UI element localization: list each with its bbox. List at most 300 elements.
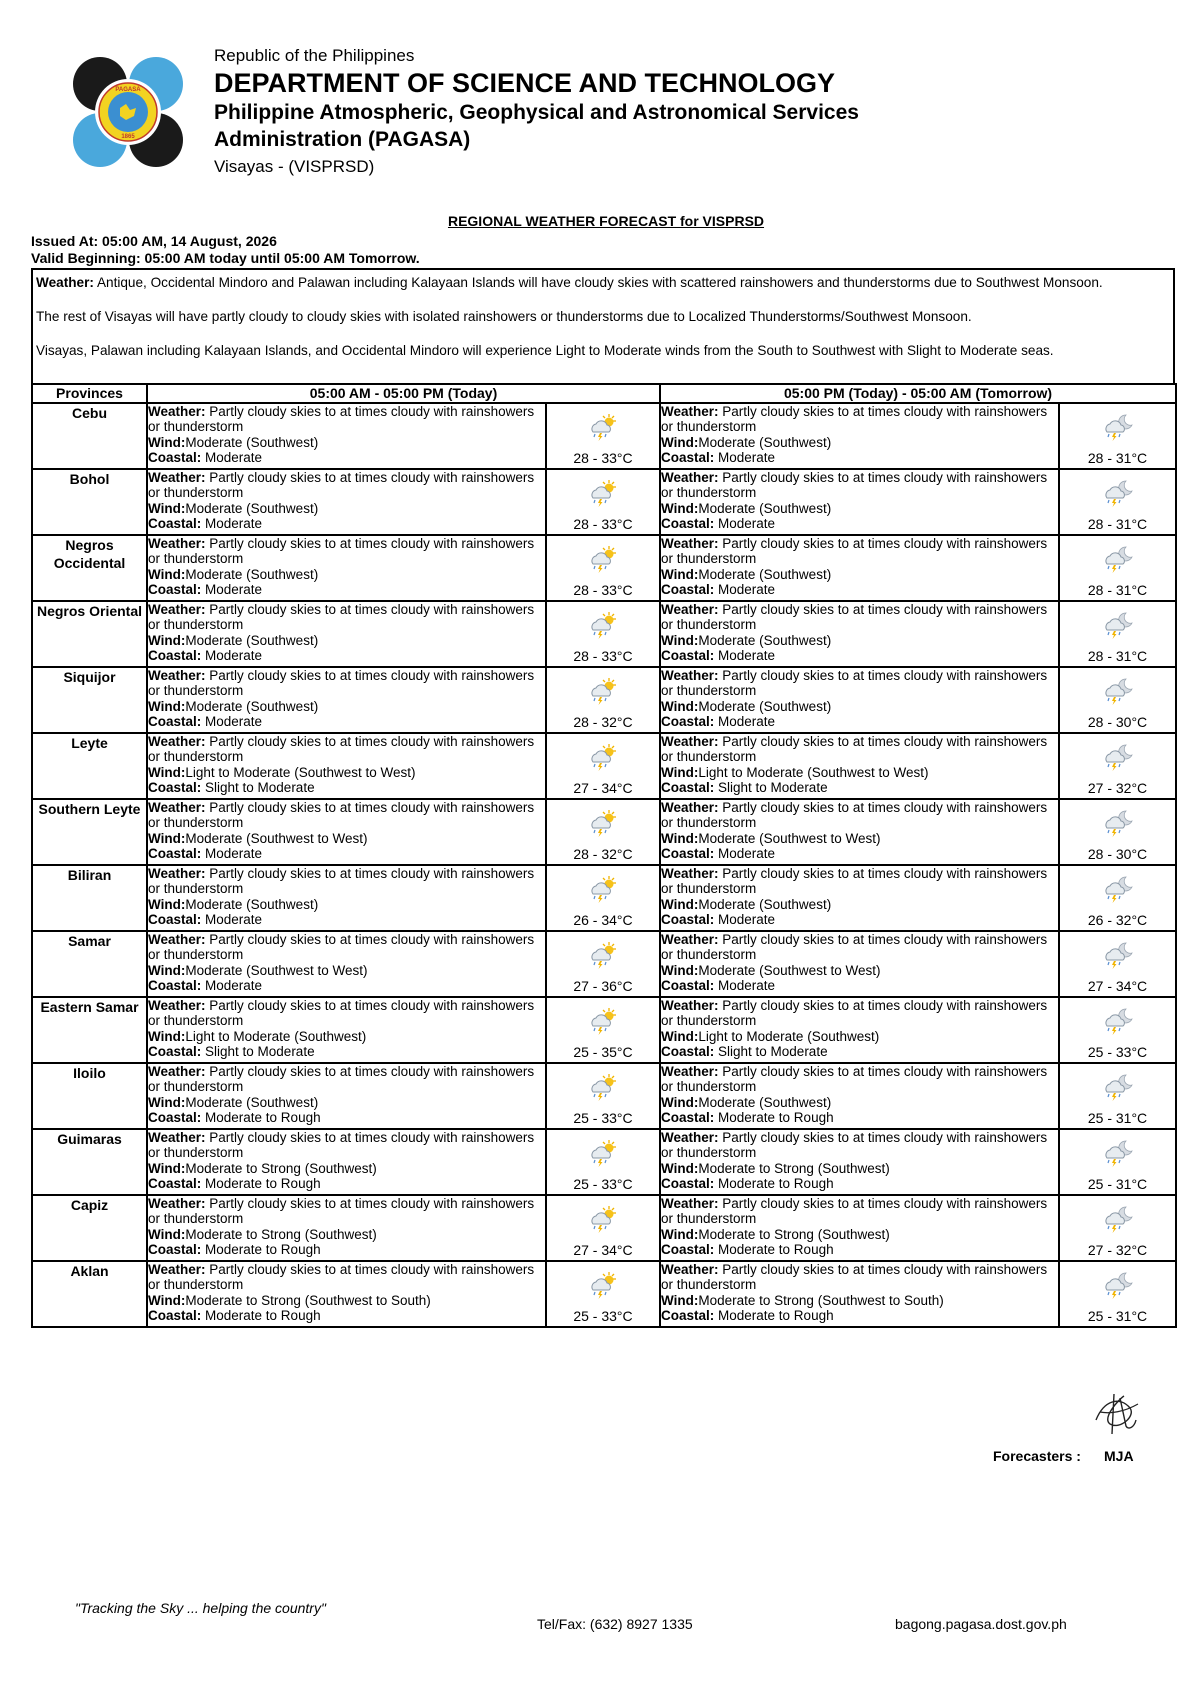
signature-icon bbox=[1090, 1390, 1142, 1438]
weather-text: Partly cloudy skies to at times cloudy with rainshowers or thunderstorm bbox=[661, 536, 1048, 567]
table-row bbox=[32, 733, 1176, 799]
tonight-temperature: 25 - 31°C bbox=[1087, 1110, 1148, 1126]
partly-cloudy-day-thunderstorm-icon bbox=[587, 1205, 619, 1235]
coastal-label: Coastal: bbox=[661, 515, 715, 531]
coastal-text: Slight to Moderate bbox=[201, 779, 315, 795]
wind-text: Moderate to Strong (Southwest) bbox=[698, 1160, 890, 1176]
today-temperature: 27 - 34°C bbox=[573, 780, 633, 796]
partly-cloudy-night-thunderstorm-icon bbox=[1102, 545, 1134, 575]
coastal-label: Coastal: bbox=[148, 1043, 202, 1059]
coastal-label: Coastal: bbox=[148, 449, 202, 465]
coastal-label: Coastal: bbox=[661, 845, 715, 861]
weather-label: Weather: bbox=[661, 932, 719, 947]
coastal-text: Moderate bbox=[201, 845, 263, 861]
weather-label: Weather: bbox=[661, 998, 719, 1013]
today-description bbox=[147, 1063, 546, 1129]
today-description bbox=[147, 667, 546, 733]
weather-text: Partly cloudy skies to at times cloudy with rainshowers or thunderstorm bbox=[148, 1064, 535, 1095]
wind-label: Wind: bbox=[661, 896, 699, 912]
wind-text: Light to Moderate (Southwest) bbox=[698, 1028, 880, 1044]
partly-cloudy-night-thunderstorm-icon bbox=[1102, 1271, 1134, 1301]
partly-cloudy-night-thunderstorm-icon bbox=[1102, 743, 1134, 773]
today-description bbox=[147, 601, 546, 667]
tonight-icon-temp-cell bbox=[1059, 733, 1176, 799]
today-icon-temp-cell bbox=[546, 667, 660, 733]
document-title: REGIONAL WEATHER FORECAST for VISPRSD bbox=[447, 213, 765, 229]
today-temperature: 26 - 34°C bbox=[573, 912, 633, 928]
tonight-description bbox=[660, 1195, 1059, 1261]
today-icon-temp-cell bbox=[546, 403, 660, 469]
coastal-label: Coastal: bbox=[661, 1241, 715, 1257]
table-row bbox=[32, 1129, 1176, 1195]
coastal-text: Moderate bbox=[201, 911, 263, 927]
tonight-temperature: 27 - 34°C bbox=[1087, 978, 1148, 994]
today-icon-temp-cell bbox=[546, 799, 660, 865]
today-description bbox=[147, 1195, 546, 1261]
weather-label: Weather: bbox=[148, 404, 206, 419]
wind-text: Moderate (Southwest) bbox=[185, 500, 319, 516]
partly-cloudy-day-thunderstorm-icon bbox=[587, 875, 619, 905]
table-row bbox=[32, 601, 1176, 667]
table-header-row bbox=[32, 384, 1176, 403]
weather-text: Partly cloudy skies to at times cloudy with rainshowers or thunderstorm bbox=[148, 470, 535, 501]
partly-cloudy-night-thunderstorm-icon bbox=[1102, 611, 1134, 641]
weather-label: Weather: bbox=[148, 998, 206, 1013]
partly-cloudy-night-thunderstorm-icon bbox=[1102, 875, 1134, 905]
coastal-text: Moderate to Rough bbox=[714, 1175, 834, 1191]
wind-label: Wind: bbox=[148, 962, 186, 978]
tonight-icon-temp-cell bbox=[1059, 1063, 1176, 1129]
synopsis-text-1: Antique, Occidental Mindoro and Palawan including Kalayaan Islands will have cloudy skies with scattered rainshowers and thunderstorms due to Southwest Monsoon. bbox=[93, 275, 1103, 290]
wind-label: Wind: bbox=[661, 830, 699, 846]
wind-text: Moderate (Southwest) bbox=[698, 896, 832, 912]
tonight-description bbox=[660, 403, 1059, 469]
coastal-text: Moderate bbox=[714, 515, 776, 531]
wind-label: Wind: bbox=[661, 1226, 699, 1242]
today-icon-temp-cell bbox=[546, 1195, 660, 1261]
header-today: 05:00 AM - 05:00 PM (Today) bbox=[147, 384, 660, 403]
wind-text: Moderate to Strong (Southwest) bbox=[185, 1226, 377, 1242]
wind-label: Wind: bbox=[148, 830, 186, 846]
partly-cloudy-night-thunderstorm-icon bbox=[1102, 677, 1134, 707]
table-row bbox=[32, 997, 1176, 1063]
weather-text: Partly cloudy skies to at times cloudy with rainshowers or thunderstorm bbox=[148, 932, 535, 963]
weather-label: Weather: bbox=[661, 866, 719, 881]
today-temperature: 28 - 32°C bbox=[573, 846, 633, 862]
weather-text: Partly cloudy skies to at times cloudy with rainshowers or thunderstorm bbox=[148, 404, 535, 435]
weather-text: Partly cloudy skies to at times cloudy with rainshowers or thunderstorm bbox=[661, 668, 1048, 699]
wind-label: Wind: bbox=[148, 1226, 186, 1242]
wind-text: Light to Moderate (Southwest to West) bbox=[698, 764, 929, 780]
today-icon-temp-cell bbox=[546, 1063, 660, 1129]
coastal-label: Coastal: bbox=[148, 1175, 202, 1191]
tonight-description bbox=[660, 1261, 1059, 1327]
tonight-icon-temp-cell bbox=[1059, 535, 1176, 601]
coastal-text: Slight to Moderate bbox=[714, 779, 828, 795]
weather-text: Partly cloudy skies to at times cloudy with rainshowers or thunderstorm bbox=[148, 998, 535, 1029]
wind-text: Moderate (Southwest) bbox=[185, 632, 319, 648]
weather-label: Weather: bbox=[661, 734, 719, 749]
forecast-table bbox=[31, 383, 1177, 1328]
pagasa-logo-icon bbox=[72, 56, 184, 168]
tonight-description bbox=[660, 997, 1059, 1063]
wind-text: Moderate to Strong (Southwest to South) bbox=[185, 1292, 431, 1308]
today-temperature: 28 - 33°C bbox=[573, 516, 633, 532]
today-icon-temp-cell bbox=[546, 469, 660, 535]
weather-text: Partly cloudy skies to at times cloudy with rainshowers or thunderstorm bbox=[661, 932, 1048, 963]
coastal-label: Coastal: bbox=[148, 1241, 202, 1257]
weather-text: Partly cloudy skies to at times cloudy with rainshowers or thunderstorm bbox=[148, 668, 535, 699]
partly-cloudy-day-thunderstorm-icon bbox=[587, 545, 619, 575]
partly-cloudy-day-thunderstorm-icon bbox=[587, 1007, 619, 1037]
coastal-label: Coastal: bbox=[148, 911, 202, 927]
coastal-text: Moderate to Rough bbox=[201, 1109, 321, 1125]
coastal-label: Coastal: bbox=[148, 581, 202, 597]
weather-label: Weather: bbox=[148, 602, 206, 617]
wind-text: Moderate (Southwest) bbox=[185, 434, 319, 450]
wind-text: Moderate to Strong (Southwest) bbox=[185, 1160, 377, 1176]
tonight-temperature: 25 - 33°C bbox=[1087, 1044, 1148, 1060]
weather-label: Weather: bbox=[661, 1262, 719, 1277]
wind-label: Wind: bbox=[661, 434, 699, 450]
partly-cloudy-night-thunderstorm-icon bbox=[1102, 1073, 1134, 1103]
wind-label: Wind: bbox=[661, 632, 699, 648]
weather-text: Partly cloudy skies to at times cloudy with rainshowers or thunderstorm bbox=[148, 536, 535, 567]
province-name: Samar bbox=[32, 931, 147, 997]
weather-label: Weather: bbox=[661, 470, 719, 485]
wind-label: Wind: bbox=[661, 1094, 699, 1110]
coastal-label: Coastal: bbox=[661, 581, 715, 597]
wind-text: Moderate (Southwest) bbox=[698, 500, 832, 516]
wind-label: Wind: bbox=[661, 1028, 699, 1044]
today-description bbox=[147, 469, 546, 535]
coastal-label: Coastal: bbox=[661, 1175, 715, 1191]
weather-label: Weather: bbox=[661, 668, 719, 683]
wind-label: Wind: bbox=[661, 500, 699, 516]
republic-line: Republic of the Philippines bbox=[214, 46, 415, 65]
tonight-icon-temp-cell bbox=[1059, 1261, 1176, 1327]
tonight-temperature: 26 - 32°C bbox=[1087, 912, 1148, 928]
coastal-text: Moderate to Rough bbox=[714, 1109, 834, 1125]
tonight-description bbox=[660, 1129, 1059, 1195]
tonight-icon-temp-cell bbox=[1059, 1195, 1176, 1261]
website-link[interactable]: bagong.pagasa.dost.gov.ph bbox=[895, 1616, 1067, 1632]
coastal-label: Coastal: bbox=[661, 713, 715, 729]
coastal-text: Moderate to Rough bbox=[201, 1175, 321, 1191]
province-name: Leyte bbox=[32, 733, 147, 799]
weather-text: Partly cloudy skies to at times cloudy with rainshowers or thunderstorm bbox=[661, 1130, 1048, 1161]
tonight-description bbox=[660, 667, 1059, 733]
tonight-description bbox=[660, 931, 1059, 997]
wind-text: Moderate (Southwest) bbox=[698, 566, 832, 582]
weather-text: Partly cloudy skies to at times cloudy with rainshowers or thunderstorm bbox=[661, 1262, 1048, 1293]
coastal-text: Moderate bbox=[714, 845, 776, 861]
today-icon-temp-cell bbox=[546, 931, 660, 997]
weather-label: Weather: bbox=[661, 404, 719, 419]
table-row bbox=[32, 931, 1176, 997]
province-name: Aklan bbox=[32, 1261, 147, 1327]
wind-label: Wind: bbox=[661, 764, 699, 780]
coastal-text: Moderate to Rough bbox=[714, 1307, 834, 1323]
weather-text: Partly cloudy skies to at times cloudy with rainshowers or thunderstorm bbox=[661, 470, 1048, 501]
weather-text: Partly cloudy skies to at times cloudy with rainshowers or thunderstorm bbox=[148, 602, 535, 633]
header-tonight: 05:00 PM (Today) - 05:00 AM (Tomorrow) bbox=[660, 384, 1176, 403]
partly-cloudy-night-thunderstorm-icon bbox=[1102, 1139, 1134, 1169]
tonight-temperature: 25 - 31°C bbox=[1087, 1176, 1148, 1192]
today-temperature: 28 - 33°C bbox=[573, 450, 633, 466]
tagline: "Tracking the Sky ... helping the country" bbox=[75, 1600, 326, 1616]
tonight-icon-temp-cell bbox=[1059, 931, 1176, 997]
today-description bbox=[147, 931, 546, 997]
coastal-text: Moderate bbox=[201, 515, 263, 531]
wind-text: Light to Moderate (Southwest) bbox=[185, 1028, 367, 1044]
province-name: Siquijor bbox=[32, 667, 147, 733]
partly-cloudy-day-thunderstorm-icon bbox=[587, 809, 619, 839]
coastal-text: Slight to Moderate bbox=[714, 1043, 828, 1059]
synopsis-para-3: Visayas, Palawan including Kalayaan Islands, and Occidental Mindoro will experience Light to Moderate winds from the South to Southwest with Slight to Moderate seas. bbox=[36, 343, 1054, 358]
coastal-text: Moderate bbox=[201, 581, 263, 597]
weather-text: Partly cloudy skies to at times cloudy with rainshowers or thunderstorm bbox=[661, 998, 1048, 1029]
weather-label: Weather: bbox=[661, 536, 719, 551]
partly-cloudy-day-thunderstorm-icon bbox=[587, 611, 619, 641]
today-temperature: 27 - 34°C bbox=[573, 1242, 633, 1258]
agency-name-line2: Administration (PAGASA) bbox=[214, 128, 471, 151]
weather-label: Weather: bbox=[148, 1064, 206, 1079]
tonight-temperature: 27 - 32°C bbox=[1087, 1242, 1148, 1258]
tonight-temperature: 28 - 30°C bbox=[1087, 714, 1148, 730]
weather-text: Partly cloudy skies to at times cloudy with rainshowers or thunderstorm bbox=[148, 1262, 535, 1293]
tonight-description bbox=[660, 799, 1059, 865]
coastal-text: Moderate to Rough bbox=[201, 1307, 321, 1323]
coastal-label: Coastal: bbox=[661, 1307, 715, 1323]
issued-at: Issued At: 05:00 AM, 14 August, 2026 bbox=[31, 233, 277, 249]
today-description bbox=[147, 1261, 546, 1327]
tonight-temperature: 28 - 30°C bbox=[1087, 846, 1148, 862]
province-name: Eastern Samar bbox=[32, 997, 147, 1063]
today-temperature: 25 - 35°C bbox=[573, 1044, 633, 1060]
coastal-label: Coastal: bbox=[148, 977, 202, 993]
forecasters-label: Forecasters : bbox=[993, 1448, 1081, 1464]
weather-label: Weather: bbox=[661, 1196, 719, 1211]
coastal-text: Moderate bbox=[201, 647, 263, 663]
weather-label: Weather: bbox=[661, 800, 719, 815]
partly-cloudy-night-thunderstorm-icon bbox=[1102, 809, 1134, 839]
coastal-label: Coastal: bbox=[148, 845, 202, 861]
weather-text: Partly cloudy skies to at times cloudy with rainshowers or thunderstorm bbox=[148, 1196, 535, 1227]
wind-text: Moderate (Southwest to West) bbox=[698, 962, 881, 978]
forecaster-name: MJA bbox=[1104, 1448, 1134, 1464]
tonight-description bbox=[660, 601, 1059, 667]
today-icon-temp-cell bbox=[546, 1129, 660, 1195]
wind-text: Moderate (Southwest) bbox=[698, 632, 832, 648]
table-row bbox=[32, 667, 1176, 733]
partly-cloudy-night-thunderstorm-icon bbox=[1102, 1205, 1134, 1235]
weather-text: Partly cloudy skies to at times cloudy with rainshowers or thunderstorm bbox=[148, 1130, 535, 1161]
wind-text: Moderate (Southwest) bbox=[698, 1094, 832, 1110]
province-name: Iloilo bbox=[32, 1063, 147, 1129]
header-provinces: Provinces bbox=[32, 384, 147, 403]
coastal-label: Coastal: bbox=[148, 713, 202, 729]
svg-text:1865: 1865 bbox=[121, 134, 135, 140]
province-name: Negros Oriental bbox=[32, 601, 147, 667]
coastal-label: Coastal: bbox=[148, 1307, 202, 1323]
svg-text:PAGASA: PAGASA bbox=[115, 87, 141, 93]
tonight-temperature: 27 - 32°C bbox=[1087, 780, 1148, 796]
wind-text: Moderate (Southwest to West) bbox=[185, 962, 368, 978]
weather-label: Weather: bbox=[148, 470, 206, 485]
weather-text: Partly cloudy skies to at times cloudy with rainshowers or thunderstorm bbox=[148, 734, 535, 765]
today-temperature: 25 - 33°C bbox=[573, 1308, 633, 1324]
province-name: Guimaras bbox=[32, 1129, 147, 1195]
coastal-label: Coastal: bbox=[661, 1043, 715, 1059]
tonight-description bbox=[660, 469, 1059, 535]
weather-text: Partly cloudy skies to at times cloudy with rainshowers or thunderstorm bbox=[148, 800, 535, 831]
wind-text: Light to Moderate (Southwest to West) bbox=[185, 764, 416, 780]
province-name: Negros Occidental bbox=[32, 535, 147, 601]
table-row bbox=[32, 403, 1176, 469]
synopsis-para-1 bbox=[36, 274, 1171, 291]
wind-label: Wind: bbox=[148, 434, 186, 450]
wind-label: Wind: bbox=[148, 1028, 186, 1044]
table-row bbox=[32, 1195, 1176, 1261]
coastal-label: Coastal: bbox=[148, 779, 202, 795]
tonight-temperature: 28 - 31°C bbox=[1087, 582, 1148, 598]
coastal-label: Coastal: bbox=[148, 647, 202, 663]
wind-text: Moderate (Southwest) bbox=[698, 698, 832, 714]
weather-label: Weather: bbox=[148, 734, 206, 749]
partly-cloudy-night-thunderstorm-icon bbox=[1102, 413, 1134, 443]
wind-label: Wind: bbox=[661, 698, 699, 714]
wind-label: Wind: bbox=[148, 1160, 186, 1176]
tonight-icon-temp-cell bbox=[1059, 997, 1176, 1063]
coastal-text: Slight to Moderate bbox=[201, 1043, 315, 1059]
weather-text: Partly cloudy skies to at times cloudy with rainshowers or thunderstorm bbox=[661, 800, 1048, 831]
department-name: DEPARTMENT OF SCIENCE AND TECHNOLOGY bbox=[214, 68, 836, 98]
today-temperature: 28 - 32°C bbox=[573, 714, 633, 730]
weather-label: Weather: bbox=[148, 1130, 206, 1145]
today-temperature: 28 - 33°C bbox=[573, 582, 633, 598]
wind-text: Moderate (Southwest to West) bbox=[698, 830, 881, 846]
wind-text: Moderate (Southwest) bbox=[185, 698, 319, 714]
province-name: Biliran bbox=[32, 865, 147, 931]
today-icon-temp-cell bbox=[546, 1261, 660, 1327]
coastal-text: Moderate to Rough bbox=[201, 1241, 321, 1257]
province-name: Southern Leyte bbox=[32, 799, 147, 865]
coastal-text: Moderate bbox=[714, 449, 776, 465]
coastal-text: Moderate bbox=[714, 911, 776, 927]
coastal-text: Moderate bbox=[201, 977, 263, 993]
today-temperature: 27 - 36°C bbox=[573, 978, 633, 994]
tonight-temperature: 28 - 31°C bbox=[1087, 450, 1148, 466]
table-row bbox=[32, 799, 1176, 865]
today-description bbox=[147, 997, 546, 1063]
wind-label: Wind: bbox=[148, 566, 186, 582]
today-temperature: 25 - 33°C bbox=[573, 1110, 633, 1126]
region-office: Visayas - (VISPRSD) bbox=[214, 157, 375, 176]
wind-text: Moderate (Southwest) bbox=[698, 434, 832, 450]
tonight-description bbox=[660, 865, 1059, 931]
partly-cloudy-day-thunderstorm-icon bbox=[587, 1271, 619, 1301]
today-description bbox=[147, 1129, 546, 1195]
telfax: Tel/Fax: (632) 8927 1335 bbox=[537, 1616, 693, 1632]
weather-text: Partly cloudy skies to at times cloudy with rainshowers or thunderstorm bbox=[661, 404, 1048, 435]
tonight-icon-temp-cell bbox=[1059, 799, 1176, 865]
today-icon-temp-cell bbox=[546, 535, 660, 601]
coastal-label: Coastal: bbox=[661, 911, 715, 927]
wind-label: Wind: bbox=[148, 764, 186, 780]
coastal-label: Coastal: bbox=[148, 515, 202, 531]
today-temperature: 28 - 33°C bbox=[573, 648, 633, 664]
wind-label: Wind: bbox=[661, 1160, 699, 1176]
synopsis-label: Weather: bbox=[36, 275, 94, 290]
tonight-description bbox=[660, 733, 1059, 799]
wind-label: Wind: bbox=[148, 1094, 186, 1110]
coastal-label: Coastal: bbox=[661, 449, 715, 465]
weather-label: Weather: bbox=[148, 800, 206, 815]
wind-text: Moderate to Strong (Southwest to South) bbox=[698, 1292, 944, 1308]
weather-label: Weather: bbox=[148, 866, 206, 881]
tonight-description bbox=[660, 535, 1059, 601]
weather-text: Partly cloudy skies to at times cloudy with rainshowers or thunderstorm bbox=[661, 602, 1048, 633]
wind-label: Wind: bbox=[148, 632, 186, 648]
today-temperature: 25 - 33°C bbox=[573, 1176, 633, 1192]
wind-label: Wind: bbox=[148, 698, 186, 714]
weather-label: Weather: bbox=[148, 1262, 206, 1277]
coastal-text: Moderate bbox=[201, 449, 263, 465]
today-icon-temp-cell bbox=[546, 997, 660, 1063]
partly-cloudy-night-thunderstorm-icon bbox=[1102, 941, 1134, 971]
coastal-text: Moderate bbox=[714, 713, 776, 729]
partly-cloudy-night-thunderstorm-icon bbox=[1102, 1007, 1134, 1037]
weather-text: Partly cloudy skies to at times cloudy with rainshowers or thunderstorm bbox=[661, 866, 1048, 897]
wind-text: Moderate (Southwest) bbox=[185, 896, 319, 912]
table-row bbox=[32, 469, 1176, 535]
wind-label: Wind: bbox=[148, 1292, 186, 1308]
table-row bbox=[32, 1261, 1176, 1327]
tonight-temperature: 25 - 31°C bbox=[1087, 1308, 1148, 1324]
weather-label: Weather: bbox=[661, 1064, 719, 1079]
wind-text: Moderate (Southwest) bbox=[185, 1094, 319, 1110]
coastal-text: Moderate bbox=[201, 713, 263, 729]
wind-label: Wind: bbox=[661, 1292, 699, 1308]
tonight-icon-temp-cell bbox=[1059, 601, 1176, 667]
coastal-label: Coastal: bbox=[661, 779, 715, 795]
today-description bbox=[147, 403, 546, 469]
synopsis-para-2: The rest of Visayas will have partly cloudy to cloudy skies with isolated rainshowers or thunderstorms due to Localized Thunderstorms/Southwest Monsoon. bbox=[36, 309, 972, 324]
tonight-temperature: 28 - 31°C bbox=[1087, 648, 1148, 664]
tonight-icon-temp-cell bbox=[1059, 469, 1176, 535]
tonight-description bbox=[660, 1063, 1059, 1129]
today-description bbox=[147, 535, 546, 601]
tonight-icon-temp-cell bbox=[1059, 865, 1176, 931]
valid-period: Valid Beginning: 05:00 AM today until 05:00 AM Tomorrow. bbox=[31, 250, 420, 266]
coastal-text: Moderate to Rough bbox=[714, 1241, 834, 1257]
today-icon-temp-cell bbox=[546, 601, 660, 667]
wind-text: Moderate (Southwest) bbox=[185, 566, 319, 582]
weather-text: Partly cloudy skies to at times cloudy with rainshowers or thunderstorm bbox=[148, 866, 535, 897]
coastal-label: Coastal: bbox=[661, 647, 715, 663]
today-description bbox=[147, 733, 546, 799]
partly-cloudy-day-thunderstorm-icon bbox=[587, 1073, 619, 1103]
province-name: Capiz bbox=[32, 1195, 147, 1261]
today-description bbox=[147, 865, 546, 931]
coastal-label: Coastal: bbox=[661, 1109, 715, 1125]
partly-cloudy-day-thunderstorm-icon bbox=[587, 479, 619, 509]
coastal-text: Moderate bbox=[714, 647, 776, 663]
weather-label: Weather: bbox=[148, 1196, 206, 1211]
partly-cloudy-day-thunderstorm-icon bbox=[587, 1139, 619, 1169]
weather-label: Weather: bbox=[148, 932, 206, 947]
